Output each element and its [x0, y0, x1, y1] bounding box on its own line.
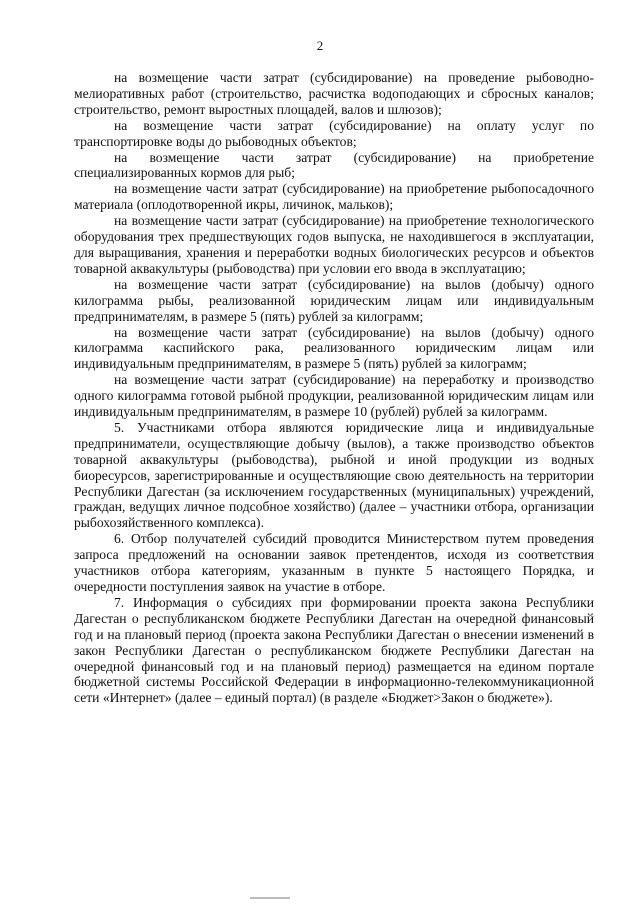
page-number: 2: [316, 38, 324, 53]
paragraph-drainage-works: на возмещение части затрат (субсидирование) на проведение рыбоводно-мелиоративных работ (строительство, расчистка водоподающих и сбросных каналов; строительство, ремонт выростных площадей, валов и шлюзов);: [74, 70, 594, 117]
paragraph-item-5: 5. Участниками отбора являются юридические лица и индивидуальные предприниматели, осуществляющие добычу (вылов), а также производство объектов товарной аквакультуры (рыбоводства), рыбной и иной продукции из водных биоресурсов, зарегистрированные и осуществляющие свою деятельность на территории Республики Дагестан (за исключением государственных (муниципальных) учреждений, граждан, ведущих личное подсобное хозяйство) (далее – участники отбора, организации рыбохозяйственного комплекса).: [74, 419, 594, 531]
paragraph-processing: на возмещение части затрат (субсидирование) на переработку и производство одного килограмма готовой рыбной продукции, реализованной юридическим лицам или индивидуальным предпринимателям, в размере 10 (рублей) рублей за килограмм.: [74, 372, 594, 420]
paragraph-equipment: на возмещение части затрат (субсидирование) на приобретение технологического оборудования трех предшествующих годов выпуска, не находившегося в эксплуатации, для выращивания, хранения и переработки водных биологических ресурсов и объектов товарной аквакультуры (рыбоводства) при условии его ввода в эксплуатацию;: [74, 213, 594, 276]
paragraph-fish-catch: на возмещение части затрат (субсидирование) на вылов (добычу) одного килограмма рыбы, реализованной юридическим лицам или индивидуальным предпринимателям, в размере 5 (пять) рублей за килограмм;: [74, 276, 594, 324]
paragraph-water-transport: на возмещение части затрат (субсидирование) на оплату услуг по транспортировке воды до рыбоводных объектов;: [74, 117, 594, 149]
paragraph-item-6: 6. Отбор получателей субсидий проводится Министерством путем проведения запроса предложений на основании заявок претендентов, исходя из соответствия участников отбора категориям, указанным в пункте 5 настоящего Порядка, и очередности поступления заявок на участие в отборе.: [74, 531, 594, 594]
paragraph-stocking-material: на возмещение части затрат (субсидирование) на приобретение рыбопосадочного материала (оплодотворенной икры, личинок, мальков);: [74, 181, 594, 213]
paragraph-item-7: 7. Информация о субсидиях при формировании проекта закона Республики Дагестан о республиканском бюджете Республики Дагестан на очередной финансовый год и на плановый период (проекта закона Республики Дагестан о внесении изменений в закон Республики Дагестан о республиканском бюджете Республики Дагестан на очередной финансовый год и на плановый период) размещается на едином портале бюджетной системы Российской Федерации в информационно-телекоммуникационной сети «Интернет» (далее – единый портал) (в разделе «Бюджет>Закон о бюджете»).: [74, 594, 594, 706]
document-body: [74, 70, 594, 706]
scan-edge-mark: [250, 897, 290, 899]
paragraph-fish-feed: на возмещение части затрат (субсидирование) на приобретение специализированных кормов для рыб;: [74, 149, 594, 181]
paragraph-crayfish-catch: на возмещение части затрат (субсидирование) на вылов (добычу) одного килограмма каспийского рака, реализованного юридическим лицам или индивидуальным предпринимателям, в размере 5 (пять) рублей за килограмм;: [74, 324, 594, 372]
